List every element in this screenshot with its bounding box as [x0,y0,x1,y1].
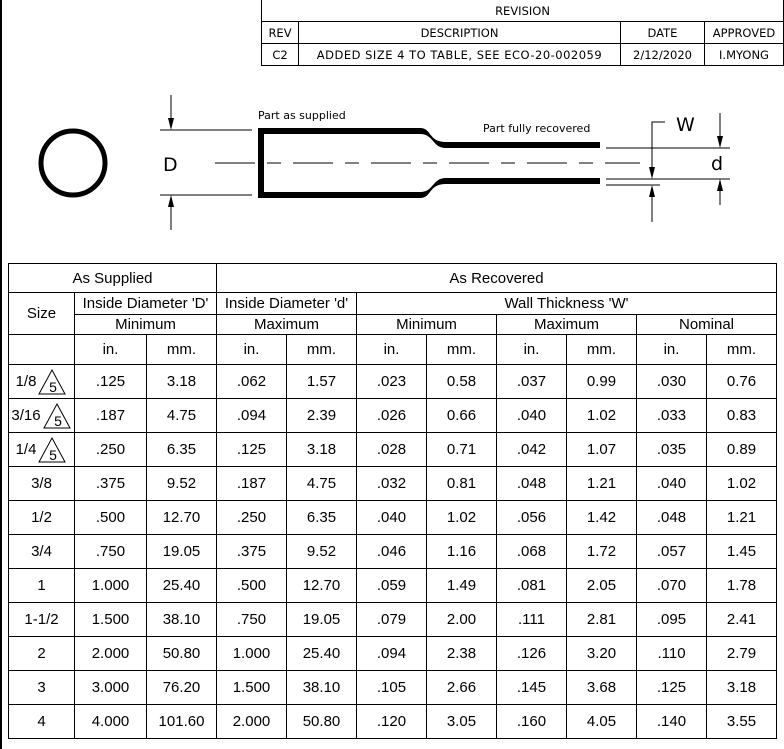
cell-wmax-mm: 0.99 [567,365,637,399]
cell-wnom-in: .033 [637,399,707,433]
table-row [9,603,777,637]
cell-d-in: .187 [217,467,287,501]
cell-wmax-mm: 2.05 [567,569,637,603]
end-view-circle [41,131,105,195]
unit-in: in. [497,335,567,365]
cell-D-mm: 6.35 [147,433,217,467]
size-cell [9,433,75,467]
cell-wmin-in: .079 [357,603,427,637]
cell-wnom-in: .140 [637,705,707,739]
header-size: Size [9,293,75,335]
cell-d-mm: 19.05 [287,603,357,637]
unit-mm: mm. [707,335,777,365]
cell-D-in: .250 [75,433,147,467]
cell-D-mm: 12.70 [147,501,217,535]
cell-wmax-mm: 3.20 [567,637,637,671]
approved-header: APPROVED [705,22,784,44]
cell-D-mm: 4.75 [147,399,217,433]
W-label: W [676,114,695,136]
size-value: 4 [37,713,46,730]
unit-mm: mm. [287,335,357,365]
cell-wmin-in: .105 [357,671,427,705]
cell-wmax-mm: 4.05 [567,705,637,739]
unit-in: in. [75,335,147,365]
cell-D-mm: 19.05 [147,535,217,569]
W-arrowhead-bottom [649,185,655,197]
cell-wmin-mm: 0.66 [427,399,497,433]
cell-d-mm: 12.70 [287,569,357,603]
size-value: 3/16 [11,406,41,424]
header-inside-diameter-D [75,293,217,315]
cell-wmax-in: .037 [497,365,567,399]
size-cell [9,671,75,705]
cell-wmax-mm: 2.81 [567,603,637,637]
cell-wmax-in: .126 [497,637,567,671]
cell-D-in: 3.000 [75,671,147,705]
header-id-D-line1: Inside Diameter 'D' [82,295,209,312]
header-as-recovered: As Recovered [217,264,777,293]
cell-D-in: 1.500 [75,603,147,637]
cell-wnom-mm: 0.83 [707,399,777,433]
size-cell [9,399,75,433]
cell-d-in: .094 [217,399,287,433]
size-cell [9,637,75,671]
revision-block [261,0,784,66]
table-row [9,399,777,433]
size-cell [9,535,75,569]
cell-D-mm: 76.20 [147,671,217,705]
cell-d-mm: 6.35 [287,501,357,535]
size-cell [9,569,75,603]
cell-wmin-mm: 0.58 [427,365,497,399]
D-arrowhead-bottom [168,195,174,207]
approved-value: I.MYONG [705,44,784,66]
cell-wmax-in: .068 [497,535,567,569]
cell-wnom-mm: 1.02 [707,467,777,501]
header-as-supplied: As Supplied [9,264,217,293]
cell-d-mm: 3.18 [287,433,357,467]
description-header: DESCRIPTION [299,22,621,44]
label-part-fully-recovered: Part fully recovered [483,122,591,135]
table-row [9,569,777,603]
size-cell [9,705,75,739]
note-flag-triangle-icon [37,436,67,464]
unit-mm: mm. [567,335,637,365]
cell-d-mm: 4.75 [287,467,357,501]
cell-d-in: 2.000 [217,705,287,739]
cell-wnom-mm: 1.21 [707,501,777,535]
cell-D-mm: 9.52 [147,467,217,501]
cell-D-mm: 25.40 [147,569,217,603]
cell-wmin-mm: 1.49 [427,569,497,603]
cell-wmax-in: .160 [497,705,567,739]
spec-table [8,263,777,739]
note-flag-number: 5 [49,446,58,463]
cell-wmin-in: .040 [357,501,427,535]
cell-wmin-mm: 2.66 [427,671,497,705]
cell-d-mm: 2.39 [287,399,357,433]
d-arrowhead-bottom [717,179,723,191]
table-row [9,705,777,739]
table-row [9,637,777,671]
rev-header: REV [262,22,299,44]
cell-wnom-mm: 2.41 [707,603,777,637]
cell-wnom-in: .035 [637,433,707,467]
size-cell [9,603,75,637]
cell-D-in: .500 [75,501,147,535]
cell-wmax-in: .145 [497,671,567,705]
header-id-d-max: Maximum [217,315,357,335]
date-header: DATE [621,22,705,44]
cell-wnom-in: .057 [637,535,707,569]
cell-wmin-in: .023 [357,365,427,399]
table-row [9,433,777,467]
W-leader [652,122,665,170]
cell-wmin-mm: 2.00 [427,603,497,637]
table-row [9,535,777,569]
cell-d-in: .500 [217,569,287,603]
cell-d-in: 1.500 [217,671,287,705]
cell-d-in: .125 [217,433,287,467]
cell-wnom-in: .110 [637,637,707,671]
table-row [9,365,777,399]
cell-wmin-mm: 0.81 [427,467,497,501]
unit-mm: mm. [427,335,497,365]
cell-D-in: 4.000 [75,705,147,739]
tubing-drawing [0,80,784,240]
size-value: 2 [37,645,46,662]
cell-wmin-in: .046 [357,535,427,569]
cell-wnom-mm: 2.79 [707,637,777,671]
cell-d-in: .250 [217,501,287,535]
cell-D-mm: 50.80 [147,637,217,671]
size-value: 1/8 [15,372,37,390]
revision-title: REVISION [262,0,784,22]
size-value: 1/4 [15,440,37,458]
header-wall-thickness: Wall Thickness 'W' [357,293,777,315]
cell-wmax-mm: 1.02 [567,399,637,433]
cell-wmax-mm: 1.21 [567,467,637,501]
cell-wnom-in: .095 [637,603,707,637]
cell-D-in: .125 [75,365,147,399]
cell-d-mm: 50.80 [287,705,357,739]
header-id-d-line1: Inside Diameter 'd' [224,295,349,312]
cell-wnom-in: .040 [637,467,707,501]
D-label: D [163,154,178,176]
cell-wmin-in: .028 [357,433,427,467]
cell-wnom-in: .070 [637,569,707,603]
cell-wmax-mm: 1.72 [567,535,637,569]
cell-wmin-in: .120 [357,705,427,739]
cell-wmin-mm: 1.16 [427,535,497,569]
cell-wnom-mm: 3.18 [707,671,777,705]
cell-d-in: .375 [217,535,287,569]
size-value: 1-1/2 [24,611,59,628]
header-wall-max: Maximum [497,315,637,335]
cell-wnom-in: .125 [637,671,707,705]
size-value: 1/2 [31,509,52,526]
cell-wmax-mm: 3.68 [567,671,637,705]
d-label: d [711,153,724,175]
description-value: ADDED SIZE 4 TO TABLE, SEE ECO-20-002059 [299,44,621,66]
cell-d-mm: 25.40 [287,637,357,671]
cell-D-in: 2.000 [75,637,147,671]
label-part-as-supplied: Part as supplied [258,109,346,122]
cell-wmax-in: .111 [497,603,567,637]
size-value: 3 [37,679,46,696]
cell-D-mm: 38.10 [147,603,217,637]
table-row [9,501,777,535]
cell-D-in: 1.000 [75,569,147,603]
cell-wmax-in: .081 [497,569,567,603]
size-cell [9,365,75,399]
cell-wmin-mm: 0.71 [427,433,497,467]
note-flag-triangle-icon [42,402,72,430]
unit-in: in. [637,335,707,365]
cell-wmin-mm: 1.02 [427,501,497,535]
table-body [9,365,777,739]
d-arrowhead-top [717,136,723,148]
D-arrowhead-top [168,118,174,130]
unit-mm: mm. [147,335,217,365]
size-value: 3/4 [31,543,52,560]
cell-wmin-in: .059 [357,569,427,603]
cell-D-mm: 101.60 [147,705,217,739]
cell-D-in: .187 [75,399,147,433]
cell-wmin-in: .026 [357,399,427,433]
cell-d-in: .750 [217,603,287,637]
cell-d-mm: 1.57 [287,365,357,399]
cell-D-mm: 3.18 [147,365,217,399]
cell-wmin-in: .032 [357,467,427,501]
table-row [9,467,777,501]
cell-d-in: 1.000 [217,637,287,671]
cell-wnom-mm: 0.89 [707,433,777,467]
size-value: 3/8 [31,475,52,492]
W-arrowhead-top [649,167,655,179]
unit-in: in. [217,335,287,365]
size-value: 1 [37,577,46,594]
table-row [9,671,777,705]
note-flag-number: 5 [49,378,58,395]
header-id-D-min: Minimum [75,315,217,335]
cell-wmax-mm: 1.42 [567,501,637,535]
cell-wmax-mm: 1.07 [567,433,637,467]
unit-spacer [9,335,75,365]
unit-in: in. [357,335,427,365]
header-wall-nom: Nominal [637,315,777,335]
cell-d-mm: 9.52 [287,535,357,569]
cell-wnom-mm: 1.45 [707,535,777,569]
cell-wnom-in: .048 [637,501,707,535]
note-flag-triangle-icon [37,368,67,396]
header-wall-min: Minimum [357,315,497,335]
cell-d-in: .062 [217,365,287,399]
cell-wmax-in: .040 [497,399,567,433]
cell-wnom-mm: 1.78 [707,569,777,603]
date-value: 2/12/2020 [621,44,705,66]
cell-d-mm: 38.10 [287,671,357,705]
rev-value: C2 [262,44,299,66]
header-inside-diameter-d [217,293,357,315]
note-flag-number: 5 [53,412,62,429]
cell-wmin-in: .094 [357,637,427,671]
size-cell [9,467,75,501]
cell-D-in: .750 [75,535,147,569]
cell-wmin-mm: 3.05 [427,705,497,739]
size-cell [9,501,75,535]
cell-wnom-mm: 3.55 [707,705,777,739]
cell-wnom-mm: 0.76 [707,365,777,399]
cell-D-in: .375 [75,467,147,501]
cell-wnom-in: .030 [637,365,707,399]
cell-wmin-mm: 2.38 [427,637,497,671]
cell-wmax-in: .042 [497,433,567,467]
cell-wmax-in: .056 [497,501,567,535]
cell-wmax-in: .048 [497,467,567,501]
